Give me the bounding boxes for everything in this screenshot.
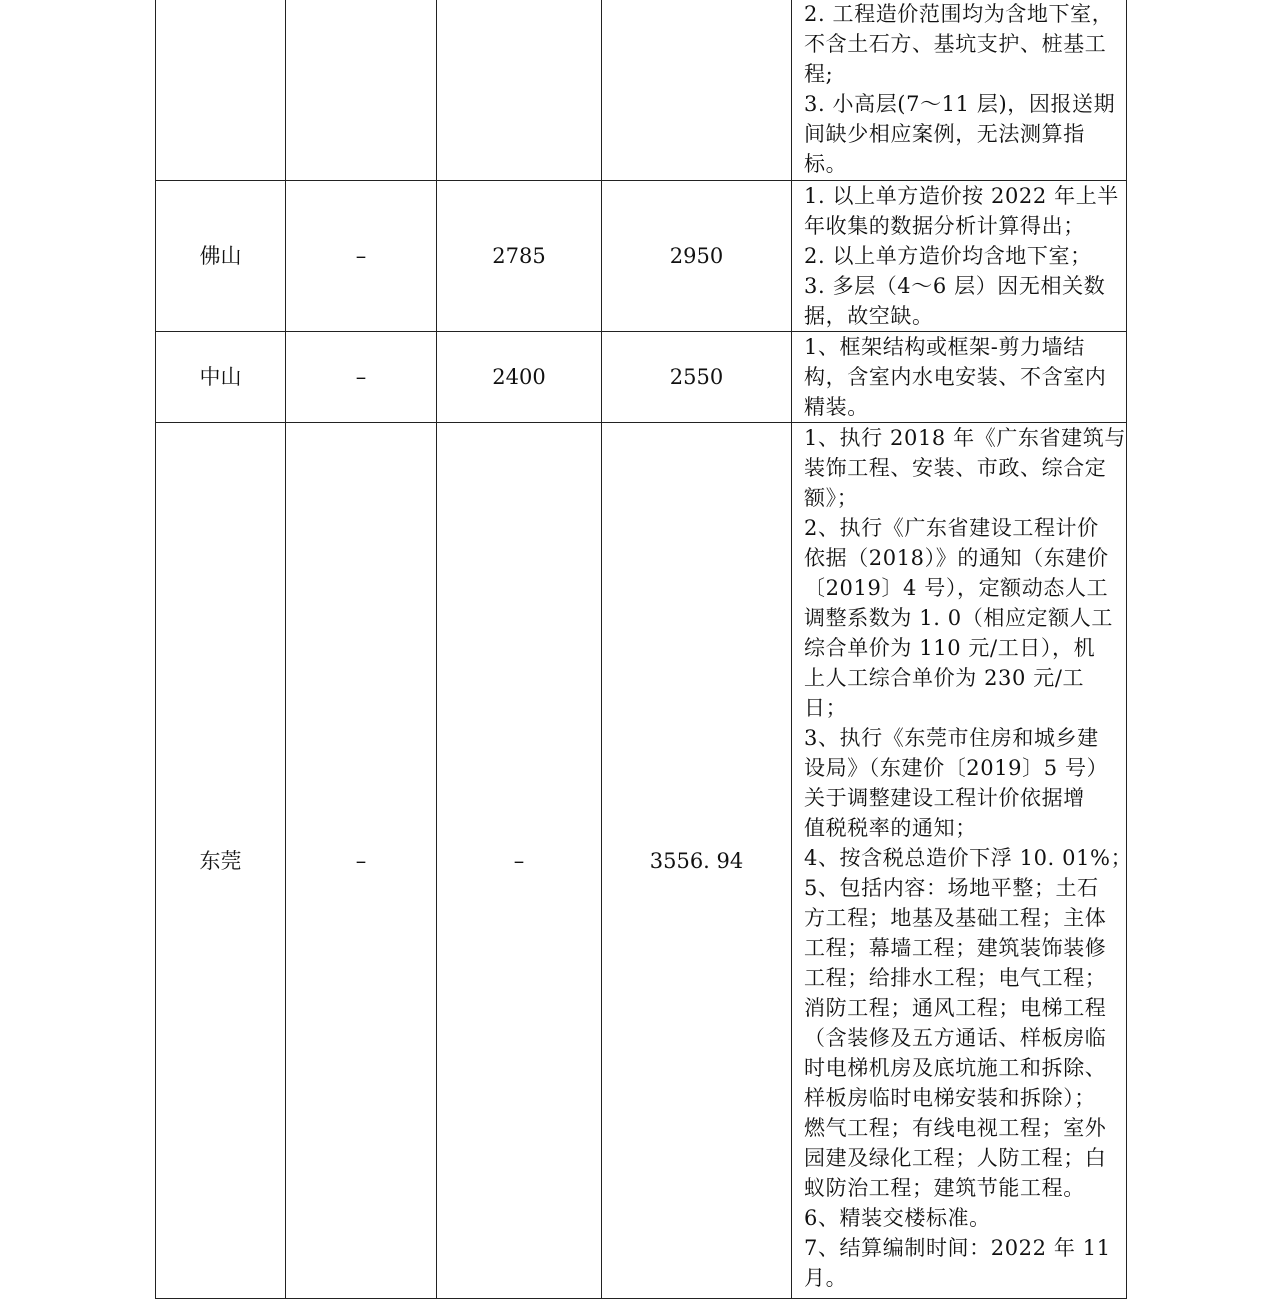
value-text: –: [355, 848, 367, 873]
city-name: 东莞: [199, 848, 242, 873]
note-line: 构，含室内水电安装、不含室内: [804, 365, 1107, 389]
table-row: [156, 0, 1127, 181]
note-line: 调整系数为 1. 0（相应定额人工: [804, 606, 1113, 630]
value-cell: [437, 0, 602, 181]
value-cell: [602, 332, 792, 423]
note-line: 2、执行《广东省建设工程计价: [804, 516, 1099, 540]
notes-cell: [792, 0, 1127, 181]
note-line: 设局》（东建价〔2019〕5 号）: [804, 756, 1109, 780]
note-line: 标。: [804, 152, 848, 176]
cost-index-table: [155, 0, 1133, 1299]
note-line: 燃气工程；有线电视工程；室外: [804, 1116, 1107, 1140]
value-cell: [286, 0, 437, 181]
value-cell: [602, 423, 792, 1299]
note-line: 值税税率的通知；: [804, 816, 977, 840]
note-line: 1、框架结构或框架-剪力墙结: [804, 335, 1085, 359]
value-cell: [437, 181, 602, 332]
note-line: 2. 以上单方造价均含地下室；: [804, 244, 1092, 268]
note-line: 3、执行《东莞市住房和城乡建: [804, 726, 1099, 750]
value-text: –: [355, 244, 367, 268]
table-row: [156, 332, 1127, 423]
note-line: 园建及绿化工程；人防工程；白: [804, 1146, 1107, 1170]
note-line: 据，故空缺。: [804, 304, 934, 328]
note-line: 1、执行 2018 年《广东省建筑与: [804, 426, 1126, 450]
note-line: 工程；给排水工程；电气工程；: [804, 966, 1107, 990]
value-cell: [602, 181, 792, 332]
city-name: 中山: [199, 365, 242, 389]
note-line: 间缺少相应案例，无法测算指: [804, 122, 1085, 146]
value-text: 2400: [492, 365, 546, 389]
note-line: 关于调整建设工程计价依据增: [804, 786, 1085, 810]
note-line: 3. 多层（4～6 层）因无相关数: [804, 274, 1106, 298]
city-cell: [156, 181, 286, 332]
note-line: 综合单价为 110 元/工日），机: [804, 636, 1096, 660]
note-line: 程;: [804, 62, 834, 86]
note-line: 蚁防治工程；建筑节能工程。: [804, 1176, 1085, 1200]
note-line: 样板房临时电梯安装和拆除）；: [804, 1086, 1096, 1110]
value-text: –: [513, 848, 525, 873]
note-line: 消防工程；通风工程；电梯工程: [804, 996, 1107, 1020]
note-line: 额》；: [804, 486, 859, 510]
value-cell: [437, 423, 602, 1299]
value-cell: [286, 332, 437, 423]
note-line: 7、结算编制时间：2022 年 11: [804, 1236, 1111, 1260]
city-cell: [156, 332, 286, 423]
value-cell: [286, 181, 437, 332]
note-line: （含装修及五方通话、样板房临: [804, 1026, 1107, 1050]
city-cell: [156, 0, 286, 181]
value-cell: [286, 423, 437, 1299]
value-cell: [602, 0, 792, 181]
note-line: 上人工综合单价为 230 元/工: [804, 666, 1085, 690]
note-line: 月。: [804, 1266, 848, 1290]
note-line: 1. 以上单方造价按 2022 年上半: [804, 184, 1119, 208]
note-line: 日；: [804, 696, 848, 720]
note-line: 装饰工程、安装、市政、综合定: [804, 456, 1107, 480]
value-text: –: [355, 365, 367, 389]
note-line: 依据（2018）》的通知（东建价: [804, 546, 1109, 570]
note-line: 方工程；地基及基础工程；主体: [804, 906, 1107, 930]
value-text: 2785: [492, 244, 546, 268]
notes-cell: [792, 332, 1127, 423]
city-cell: [156, 423, 286, 1299]
note-line: 2. 工程造价范围均为含地下室，: [804, 2, 1114, 26]
note-line: 不含土石方、基坑支护、桩基工: [804, 32, 1107, 56]
note-line: 年收集的数据分析计算得出；: [804, 214, 1085, 238]
note-line: 时电梯机房及底坑施工和拆除、: [804, 1056, 1107, 1080]
note-line: 工程；幕墙工程；建筑装饰装修: [804, 936, 1107, 960]
note-line: 3. 小高层(7～11 层)，因报送期: [804, 92, 1116, 116]
city-name: 佛山: [199, 244, 242, 268]
value-cell: [437, 332, 602, 423]
value-text: 3556. 94: [649, 848, 744, 873]
table-row: [156, 423, 1127, 1299]
notes-cell: [792, 181, 1127, 332]
value-text: 2950: [669, 244, 724, 268]
note-line: 5、包括内容：场地平整；土石: [804, 876, 1099, 900]
notes-cell: [792, 423, 1133, 1299]
note-line: 精装。: [804, 395, 869, 419]
note-line: 6、精装交楼标准。: [804, 1206, 991, 1230]
note-line: 〔2019〕4 号），定额动态人工: [804, 576, 1109, 600]
table-row: [156, 181, 1127, 332]
note-line: 4、按含税总造价下浮 10. 01%；: [804, 846, 1133, 870]
value-text: 2550: [669, 365, 724, 389]
